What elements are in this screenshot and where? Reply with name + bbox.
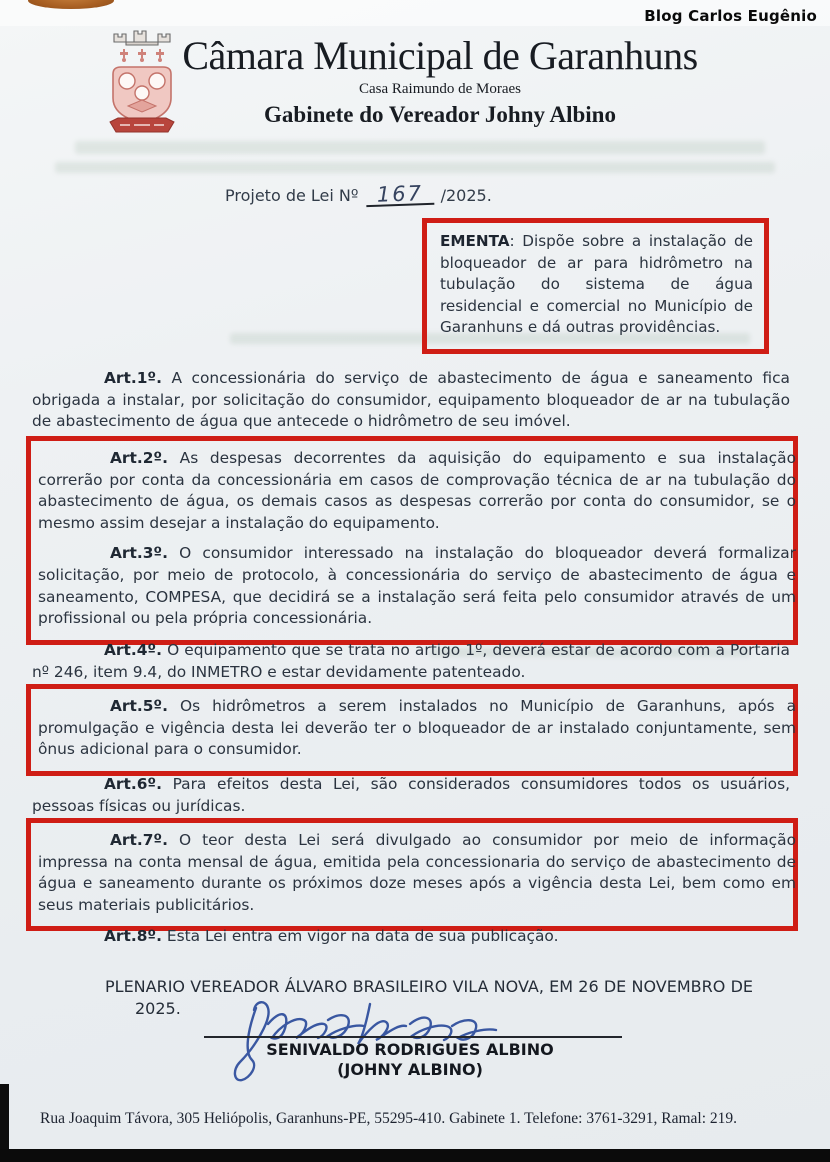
article-3: Art.3º. O consumidor interessado na instalação do bloqueador deverá formalizar solicitação, por meio de protocolo, à concessionária do serviço de abastecimento de água e saneamento, COMPESA, que decidirá se a instalação será feita pelo consumidor através de um profissional ou pela própria concessionária.: [38, 544, 796, 628]
article-5-highlight-box: [26, 684, 798, 776]
article-8: Art.8º. Esta Lei entra em vigor na data de sua publicação.: [104, 927, 559, 945]
article-4: Art.4º. O equipamento que se trata no artigo 1º, deverá estar de acordo com a Portaria nº 246, item 9.4, do INMETRO e estar devidamente patenteado.: [32, 641, 790, 681]
plenary-closing: PLENARIO VEREADOR ÁLVARO BRASILEIRO VILA NOVA, EM 26 DE NOVEMBRO DE 2025.: [105, 977, 753, 1018]
blog-watermark: Blog Carlos Eugênio: [644, 7, 817, 25]
footer-address: Rua Joaquim Távora, 305 Heliópolis, Garanhuns-PE, 55295-410. Gabinete 1. Telefone: 3761-3291, Ramal: 219.: [40, 1110, 738, 1127]
letterhead: [150, 34, 730, 128]
article-2: Art.2º. As despesas decorrentes da aquisição do equipamento e sua instalação correrão por conta da concessionária em casos de comprovação técnica de ar na tubulação do abastecimento de água, os demais casos as despesas correrão por conta do consumidor, se o mesmo assim desejar a instalação do equipamento.: [38, 449, 796, 532]
ementa-label: EMENTA: [440, 232, 510, 250]
signature-line: [204, 1036, 622, 1038]
articles-2-3-highlight-box: [26, 436, 798, 645]
article-1: Art.1º. A concessionária do serviço de abastecimento de água e saneamento fica obrigada a instalar, por solicitação do consumidor, equipamento bloqueador de ar na tubulação de abastecimento de água que antecede o hidrômetro de seu imóvel.: [32, 369, 790, 431]
photo-dark-edge-bottom: [0, 1149, 830, 1162]
signatory-name: SENIVALDO RODRIGUES ALBINO: [266, 1040, 554, 1059]
org-title: Câmara Municipal de Garanhuns: [182, 33, 698, 78]
bill-number-line: [225, 181, 492, 207]
signatory-alias: (JOHNY ALBINO): [337, 1060, 483, 1079]
signatory: [200, 1040, 620, 1080]
article-6: Art.6º. Para efeitos desta Lei, são considerados consumidores todos os usuários, pessoas físicas ou jurídicas.: [32, 775, 790, 815]
office-name: Gabinete do Vereador Johny Albino: [264, 102, 616, 127]
article-7: Art.7º. O teor desta Lei será divulgado ao consumidor por meio de informação impressa na conta mensal de água, emitida pela concessionaria do serviço de abastecimento de água e saneamento durante os próximos doze meses após a vigência desta Lei, bem como em seus materiais publicitários.: [38, 831, 796, 914]
bleed-through-line: [75, 141, 765, 154]
org-subtitle: Casa Raimundo de Moraes: [358, 81, 522, 97]
handwritten-bill-number: 167: [365, 183, 434, 207]
ementa-highlight-box: [422, 218, 769, 354]
bill-number-suffix: /2025.: [440, 186, 492, 205]
article-5: Art.5º. Os hidrômetros a serem instalados no Município de Garanhuns, após a promulgação e vigência desta lei deverão ter o bloqueador de ar instalado conjuntamente, sem ônus adicional para o consumidor.: [38, 697, 796, 759]
article-7-highlight-box: [26, 818, 798, 931]
bill-number-prefix: Projeto de Lei Nº: [225, 186, 359, 205]
ementa-text: EMENTA: Dispõe sobre a instalação de bloqueador de ar para hidrômetro na tubulação do sistema de água residencial e comercial no Município de Garanhuns e dá outras providências.: [440, 232, 753, 336]
bleed-through-line: [55, 162, 775, 173]
